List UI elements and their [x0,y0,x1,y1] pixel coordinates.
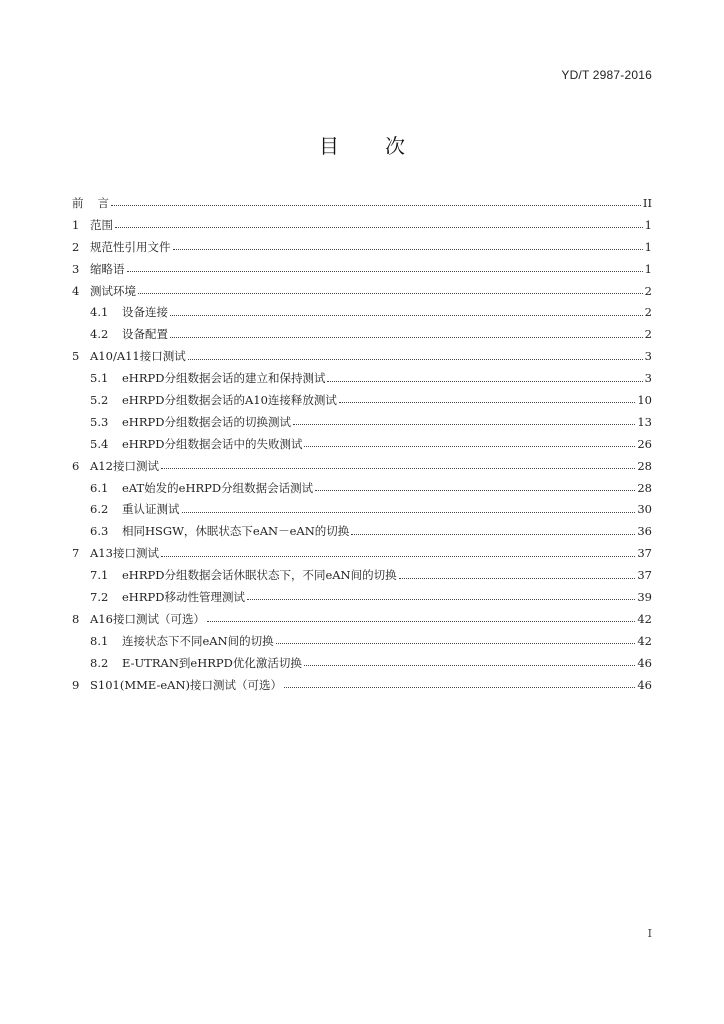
toc-entry[interactable] [72,411,652,433]
toc-dot-leader [173,249,643,250]
toc-entry[interactable] [72,323,652,345]
toc-dot-leader [304,665,636,666]
toc-entry[interactable] [72,586,652,608]
toc-entry[interactable] [72,477,652,499]
toc-entry-label: 设备连接 [122,305,168,320]
toc-entry-label: eHRPD分组数据会话的建立和保持测试 [122,371,326,386]
toc-entry-page: 1 [644,261,652,276]
toc-entry-label: 缩略语 [90,261,125,276]
toc-entry-label: eHRPD分组数据会话休眠状态下，不同eAN间的切换 [122,568,397,583]
toc-entry-page: 10 [637,392,652,407]
toc-dot-leader [339,402,635,403]
toc-entry-page: 28 [637,480,652,495]
toc-entry-page: 28 [637,458,652,473]
toc-dot-leader [161,556,635,557]
toc-entry-label: eHRPD移动性管理测试 [122,589,245,604]
toc-dot-leader [115,227,643,228]
toc-entry-label: 连接状态下不同eAN间的切换 [122,633,274,648]
toc-entry-number: 9 [72,677,80,692]
toc-entry-page: 26 [637,436,652,451]
toc-entry-number: 5.1 [90,371,109,386]
toc-dot-leader [327,381,642,382]
toc-dot-leader [170,337,643,338]
toc-entry[interactable] [72,455,652,477]
toc-entry-number: 5.2 [90,392,109,407]
toc-dot-leader [304,446,635,447]
toc-entry-number: 4 [72,283,80,298]
toc-entry-label: eAT始发的eHRPD分组数据会话测试 [122,480,314,495]
toc-dot-leader [351,534,635,535]
toc-entry-page: 46 [637,677,652,692]
toc-entry[interactable] [72,564,652,586]
toc-dot-leader [138,293,643,294]
toc-entry-page: 42 [637,611,652,626]
toc-entry-number: 1 [72,217,80,232]
toc-entry-number: 7.2 [90,589,109,604]
toc-entry-page: II [642,195,652,210]
toc-entry-label: E-UTRAN到eHRPD优化激活切换 [122,655,302,670]
toc-entry[interactable] [72,236,652,258]
toc-entry[interactable] [72,498,652,520]
toc-entry[interactable] [72,542,652,564]
toc-entry-number: 3 [72,261,80,276]
toc-entry[interactable] [72,280,652,302]
toc-entry-number: 7.1 [90,568,109,583]
toc-dot-leader [399,578,636,579]
toc-entry-label: A10/A11接口测试 [90,349,186,364]
toc-dot-leader [284,687,635,688]
toc-entry[interactable] [72,433,652,455]
toc-entry-number: 4.1 [90,305,109,320]
toc-entry-page: 46 [637,655,652,670]
toc-entry-number: 8 [72,611,80,626]
toc-dot-leader [111,205,641,206]
toc-entry[interactable] [72,608,652,630]
toc-entry-label: eHRPD分组数据会话中的失败测试 [122,436,303,451]
toc-dot-leader [315,490,635,491]
toc-entry-number: 6 [72,458,80,473]
toc-entry[interactable] [72,652,652,674]
toc-entry-page: 37 [637,568,652,583]
toc-dot-leader [182,512,636,513]
page-title [0,130,724,159]
toc-entry[interactable] [72,301,652,323]
toc-dot-leader [170,315,643,316]
toc-entry-number: 8.2 [90,655,109,670]
toc-entry-page: 37 [637,546,652,561]
toc-dot-leader [247,599,635,600]
toc-entry-page: 1 [644,239,652,254]
toc-entry-page: 36 [637,524,652,539]
toc-dot-leader [188,359,643,360]
toc-entry-number: 5.4 [90,436,109,451]
toc-entry-label: 测试环境 [90,283,136,298]
page-number: I [647,927,652,940]
toc-entry-number: 8.1 [90,633,109,648]
toc-entry-page: 2 [644,327,652,342]
toc-entry-preface[interactable] [72,192,652,214]
toc-dot-leader [127,271,643,272]
toc-entry-label: 规范性引用文件 [90,239,171,254]
toc-entry-label: eHRPD分组数据会话的切换测试 [122,414,291,429]
toc-entry[interactable] [72,258,652,280]
toc-entry-label: A13接口测试 [90,546,159,561]
toc-entry-number: 7 [72,546,80,561]
toc-dot-leader [161,468,635,469]
toc-entry[interactable] [72,367,652,389]
toc-entry-label: 范围 [90,217,113,232]
standard-code: YD/T 2987-2016 [561,68,652,82]
toc-entry-number: 5.3 [90,414,109,429]
toc-entry-page: 13 [637,414,652,429]
toc-entry-number: 4.2 [90,327,109,342]
toc-entry[interactable] [72,674,652,696]
toc-dot-leader [207,621,635,622]
toc-entry-label: 重认证测试 [122,502,180,517]
toc-entry-number: 6.1 [90,480,109,495]
title-part-1: 目 [319,134,339,158]
toc-entry-page: 2 [644,305,652,320]
toc-entry[interactable] [72,389,652,411]
toc-entry[interactable] [72,520,652,542]
toc-entry-number: 6.2 [90,502,109,517]
toc-entry[interactable] [72,214,652,236]
toc-entry-number: 5 [72,349,80,364]
toc-entry-number: 2 [72,239,80,254]
toc-entry-label: 前 言 [72,195,109,210]
toc-entry-page: 42 [637,633,652,648]
toc-entry-page: 39 [637,589,652,604]
toc-entry-label: S101(MME-eAN)接口测试（可选） [90,677,283,692]
toc-entry-label: 相同HSGW，休眠状态下eAN－eAN的切换 [122,524,350,539]
toc-dot-leader [293,424,635,425]
toc-entry[interactable] [72,345,652,367]
toc-entry-page: 3 [644,349,652,364]
title-part-2: 次 [385,134,405,158]
toc-entry-label: 设备配置 [122,327,168,342]
toc-entry[interactable] [72,630,652,652]
toc-entry-page: 2 [644,283,652,298]
toc-entry-page: 30 [637,502,652,517]
toc-dot-leader [276,643,636,644]
table-of-contents [72,192,652,695]
toc-entry-label: A16接口测试（可选） [90,611,205,626]
toc-entry-page: 3 [644,371,652,386]
toc-entry-label: A12接口测试 [90,458,159,473]
toc-entry-number: 6.3 [90,524,109,539]
toc-entry-page: 1 [644,217,652,232]
toc-entry-label: eHRPD分组数据会话的A10连接释放测试 [122,392,337,407]
